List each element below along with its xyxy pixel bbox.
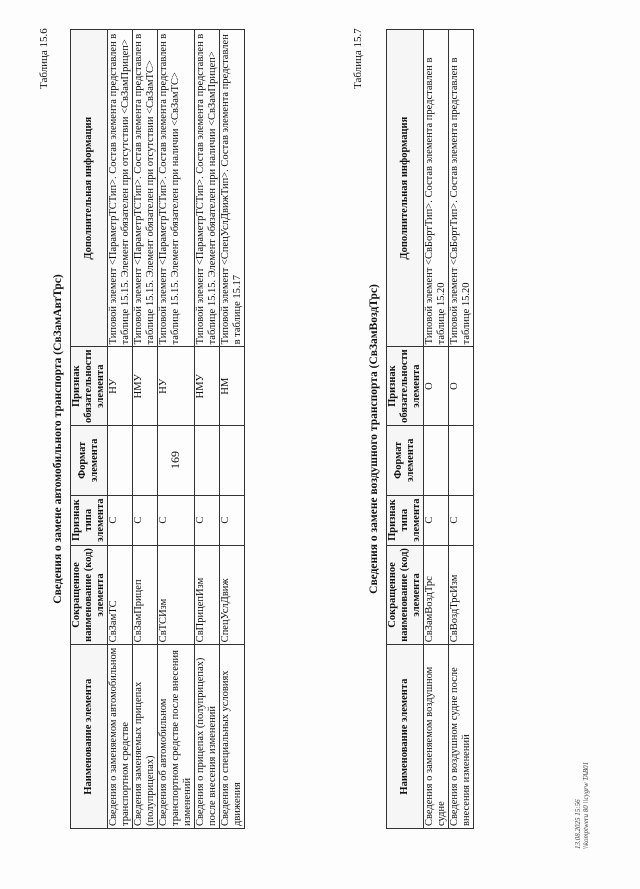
table-cell [449, 425, 474, 495]
footer-line: \\komptweru 80 \\cygrw TAB01 [582, 761, 590, 849]
table-cell: С [195, 495, 220, 545]
table-cell [220, 425, 245, 495]
table-cell: Сведения о заменяемом автомобильном транспортном средстве [108, 645, 133, 829]
table-cell [158, 425, 195, 495]
table-cell: СвЗамВоздТрс [424, 545, 449, 645]
table-cell: Типовой элемент <ПараметрТСТип>. Состав элемента представлен в таблице 15.15. Элемент обязателен при отсутствии <СвЗамТС> [133, 30, 158, 347]
table-cell: СвПрицепИзм [195, 545, 220, 645]
column-header: Формат элемента [71, 425, 108, 495]
table-cell [108, 425, 133, 495]
table-cell: Типовой элемент <ПараметрТСТип>. Состав элемента представлен в таблице 15.15. Элемент обязателен при наличии <СвЗамПрицеп> [195, 30, 220, 347]
table-cell: Типовой элемент <СпецУслДвижТип>. Состав элемента представлен в таблице 15.17 [220, 30, 245, 347]
table-title: Сведения о замене автомобильного транспорта (СвЗамАвтТрс) [52, 274, 64, 604]
column-header: Признак обязательности элемента [387, 347, 424, 426]
table-label: Таблица 15.6 [38, 28, 50, 89]
table-cell: СпецУслДвиж [220, 545, 245, 645]
table-cell: НМ [220, 347, 245, 426]
table-label: Таблица 15.7 [352, 28, 364, 89]
table-cell: СвЗамТС [108, 545, 133, 645]
table-cell: Сведения о специальных условиях движения [220, 645, 245, 829]
table-row [158, 30, 195, 829]
table-title: Сведения о замене воздушного транспорта (СвЗамВоздТрс) [368, 284, 380, 594]
column-header: Сокращенное наименование (код) элемента [71, 545, 108, 645]
table-cell: О [424, 347, 449, 426]
table-cell [424, 425, 449, 495]
table-cell: Типовой элемент <ПараметрТСТип>. Состав элемента представлен в таблице 15.15. Элемент обязателен при отсутствии <СвЗамПрицеп> [108, 30, 133, 347]
table-cell: Типовой элемент <СвБортТип>. Состав элемента представлен в таблице 15.20 [424, 30, 449, 347]
table-cell [133, 425, 158, 495]
table-cell: Сведения об автомобильном транспортном средстве после внесения изменений [158, 645, 195, 829]
column-header: Признак типа элемента [387, 495, 424, 545]
table-cell: Типовой элемент <СвБортТип>. Состав элемента представлен в таблице 15.20 [449, 30, 474, 347]
table-cell: С [158, 495, 195, 545]
data-table [70, 29, 245, 829]
table-row [195, 30, 220, 829]
table-cell: Сведения о заменяемом воздушном судне [424, 645, 449, 829]
column-header: Наименование элемента [387, 645, 424, 829]
column-header: Наименование элемента [71, 645, 108, 829]
table-row [133, 30, 158, 829]
table-cell: НУ [108, 347, 133, 426]
table-cell: НМУ [133, 347, 158, 426]
table-cell: СвВоздТрсИзм [449, 545, 474, 645]
table-cell: СвТСИзм [158, 545, 195, 645]
table-cell: Сведения о прицепах (полуприцепах) после внесения изменений [195, 645, 220, 829]
table-cell: С [133, 495, 158, 545]
column-header: Признак типа элемента [71, 495, 108, 545]
data-table [386, 29, 474, 829]
table-cell: С [220, 495, 245, 545]
table-cell: С [449, 495, 474, 545]
table-row [424, 30, 449, 829]
footer-line: 13.08.2025 15:56 [574, 799, 582, 849]
table-row [449, 30, 474, 829]
table-cell: НМУ [195, 347, 220, 426]
table-cell: С [108, 495, 133, 545]
table-header-row [71, 30, 108, 829]
column-header: Дополнительная информация [71, 30, 108, 347]
table-cell: О [449, 347, 474, 426]
page-number: 169 [168, 451, 182, 469]
column-header: Дополнительная информация [387, 30, 424, 347]
column-header: Сокращенное наименование (код) элемента [387, 545, 424, 645]
table-cell: Сведения заменяемых прицепах (полуприцепах) [133, 645, 158, 829]
table-cell [195, 425, 220, 495]
column-header: Формат элемента [387, 425, 424, 495]
table-header-row [387, 30, 424, 829]
table-cell: С [424, 495, 449, 545]
table-row [108, 30, 133, 829]
table-row [220, 30, 245, 829]
table-cell: Типовой элемент <ПараметрТСТип>. Состав элемента представлен в таблице 15.15. Элемент обязателен при наличии <СвЗамТС> [158, 30, 195, 347]
table-cell: СвЗамПрицеп [133, 545, 158, 645]
footer-stamp [574, 762, 590, 849]
column-header: Признак обязательности элемента [71, 347, 108, 426]
table-cell: Сведения о воздушном судне после внесения изменений [449, 645, 474, 829]
table-cell: НУ [158, 347, 195, 426]
